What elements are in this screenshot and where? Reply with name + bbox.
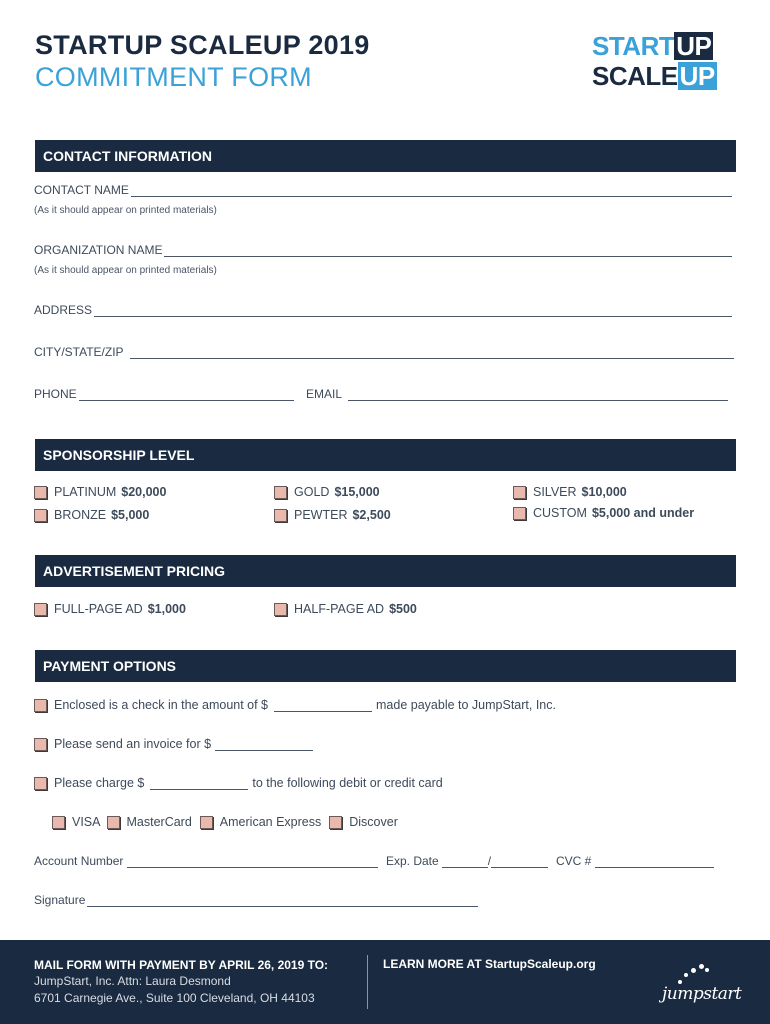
- city-state-zip-line[interactable]: [130, 346, 734, 359]
- option-price: $20,000: [121, 485, 167, 499]
- checkbox-mastercard[interactable]: [107, 816, 120, 829]
- phone-label: PHONE: [34, 387, 77, 401]
- option-label: FULL-PAGE AD: [54, 602, 143, 616]
- option-price: $2,500: [352, 508, 391, 522]
- logo-start: START: [592, 31, 675, 61]
- checkbox[interactable]: [274, 509, 287, 522]
- charge-label: Please charge $: [54, 776, 145, 790]
- checkbox[interactable]: [34, 699, 47, 712]
- option-price: $15,000: [334, 485, 380, 499]
- mail-form-heading: MAIL FORM WITH PAYMENT BY APRIL 26, 2019 TO:: [34, 958, 329, 972]
- option-label: GOLD: [294, 485, 330, 499]
- mail-address-line1: JumpStart, Inc. Attn: Laura Desmond: [34, 974, 231, 988]
- card-amex-label: American Express: [219, 815, 322, 829]
- logo-scale: SCALE: [592, 61, 678, 91]
- logo-up-1: UP: [676, 31, 712, 61]
- contact-name-note: (As it should appear on printed materials): [34, 205, 217, 216]
- option-price: $5,000 and under: [591, 506, 695, 520]
- option-label: PEWTER: [294, 508, 348, 522]
- form-title: STARTUP SCALEUP 2019: [35, 30, 370, 60]
- sponsorship-option-gold[interactable]: [274, 485, 380, 499]
- signature-label: Signature: [34, 893, 86, 907]
- form-subtitle: COMMITMENT FORM: [35, 62, 312, 92]
- option-label: SILVER: [533, 485, 577, 499]
- jumpstart-wordmark: jumpstart: [662, 984, 742, 1004]
- invoice-amount-line[interactable]: [215, 738, 313, 751]
- signature-line[interactable]: [87, 894, 478, 907]
- checkbox[interactable]: [34, 777, 47, 790]
- account-number-field[interactable]: [34, 854, 378, 868]
- sponsorship-option-platinum[interactable]: [34, 485, 166, 499]
- jumpstart-logo: [660, 960, 740, 1010]
- sponsorship-section-header: SPONSORSHIP LEVEL: [35, 439, 736, 471]
- organization-name-line[interactable]: [164, 244, 732, 257]
- email-line[interactable]: [348, 388, 728, 401]
- checkbox-amex[interactable]: [200, 816, 213, 829]
- invoice-label: Please send an invoice for $: [54, 737, 212, 751]
- sponsorship-option-bronze[interactable]: [34, 508, 149, 522]
- option-price: $10,000: [581, 485, 627, 499]
- option-label: CUSTOM: [533, 506, 587, 520]
- payment-section-header: PAYMENT OPTIONS: [35, 650, 736, 682]
- logo-up-2: UP: [679, 61, 715, 91]
- option-price: $1,000: [147, 602, 186, 616]
- cvc-field[interactable]: [556, 854, 714, 868]
- email-field[interactable]: [306, 387, 728, 401]
- signature-field[interactable]: [34, 893, 478, 907]
- checkbox[interactable]: [34, 509, 47, 522]
- address-line[interactable]: [94, 304, 732, 317]
- mail-address-line2: 6701 Carnegie Ave., Suite 100 Cleveland, OH 44103: [34, 991, 315, 1005]
- learn-more-link[interactable]: LEARN MORE AT StartupScaleup.org: [383, 957, 596, 971]
- payment-invoice-option[interactable]: [34, 737, 313, 751]
- checkbox[interactable]: [34, 603, 47, 616]
- card-mastercard-label: MasterCard: [126, 815, 192, 829]
- exp-separator: /: [487, 854, 492, 868]
- footer-divider: [367, 955, 368, 1009]
- checkbox[interactable]: [513, 507, 526, 520]
- checkbox[interactable]: [34, 486, 47, 499]
- organization-name-label: ORGANIZATION NAME: [34, 243, 163, 257]
- payment-check-option[interactable]: [34, 698, 556, 712]
- contact-name-line[interactable]: [131, 184, 732, 197]
- checkbox-discover[interactable]: [329, 816, 342, 829]
- charge-card-label: to the following debit or credit card: [252, 776, 443, 790]
- sponsorship-option-pewter[interactable]: [274, 508, 391, 522]
- checkbox[interactable]: [274, 486, 287, 499]
- cvc-line[interactable]: [595, 855, 714, 868]
- card-visa-label: VISA: [72, 815, 101, 829]
- checkbox[interactable]: [34, 738, 47, 751]
- organization-name-field[interactable]: [34, 243, 732, 257]
- sponsorship-option-custom[interactable]: [513, 506, 694, 520]
- cvc-label: CVC #: [556, 854, 592, 868]
- check-label: Enclosed is a check in the amount of $: [54, 698, 269, 712]
- exp-year-line[interactable]: [491, 855, 548, 868]
- startup-scaleup-logo: [592, 32, 738, 92]
- checkbox[interactable]: [274, 603, 287, 616]
- check-amount-line[interactable]: [274, 699, 372, 712]
- checkbox[interactable]: [513, 486, 526, 499]
- contact-section-header: CONTACT INFORMATION: [35, 140, 736, 172]
- account-number-line[interactable]: [127, 855, 378, 868]
- address-field[interactable]: [34, 303, 732, 317]
- address-label: ADDRESS: [34, 303, 93, 317]
- checkbox-visa[interactable]: [52, 816, 65, 829]
- option-label: BRONZE: [54, 508, 107, 522]
- phone-field[interactable]: [34, 387, 294, 401]
- advertisement-section-header: ADVERTISEMENT PRICING: [35, 555, 736, 587]
- ad-option-half-page[interactable]: [274, 602, 417, 616]
- city-state-zip-field[interactable]: [34, 345, 734, 359]
- exp-month-line[interactable]: [442, 855, 488, 868]
- phone-line[interactable]: [79, 388, 294, 401]
- sponsorship-option-silver[interactable]: [513, 485, 627, 499]
- charge-amount-line[interactable]: [150, 777, 248, 790]
- check-payable-label: made payable to JumpStart, Inc.: [376, 698, 556, 712]
- account-number-label: Account Number: [34, 854, 124, 868]
- exp-date-label: Exp. Date: [386, 854, 439, 868]
- option-label: PLATINUM: [54, 485, 117, 499]
- exp-date-field[interactable]: [386, 854, 548, 868]
- option-label: HALF-PAGE AD: [294, 602, 385, 616]
- contact-name-label: CONTACT NAME: [34, 183, 129, 197]
- card-discover-label: Discover: [349, 815, 398, 829]
- card-type-options: [52, 815, 398, 829]
- city-state-zip-label: CITY/STATE/ZIP: [34, 345, 124, 359]
- ad-option-full-page[interactable]: [34, 602, 186, 616]
- option-price: $500: [389, 602, 417, 616]
- option-price: $5,000: [111, 508, 150, 522]
- organization-name-note: (As it should appear on printed materials): [34, 265, 217, 276]
- contact-name-field[interactable]: [34, 183, 732, 197]
- email-label: EMAIL: [306, 387, 343, 401]
- payment-charge-option[interactable]: [34, 776, 443, 790]
